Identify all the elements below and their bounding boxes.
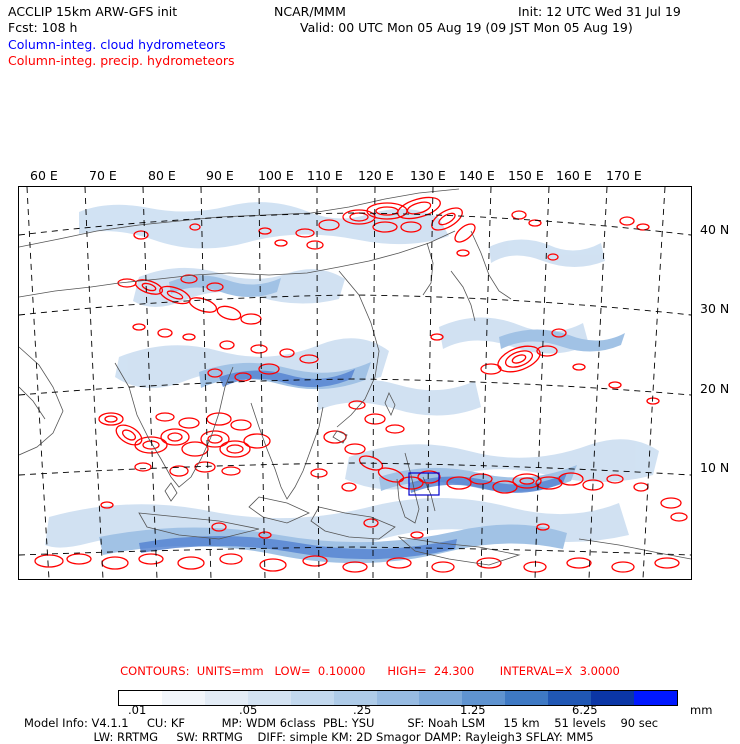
colorbar-swatch-13	[634, 691, 677, 705]
lat-tick-30N: 30 N	[700, 301, 730, 316]
lon-tick-100E: 100 E	[258, 168, 294, 183]
map-svg	[19, 187, 691, 579]
lon-tick-60E: 60 E	[30, 168, 58, 183]
colorbar-tick-2: .25	[353, 703, 372, 717]
colorbar-tick-4: 6.25	[572, 703, 598, 717]
colorbar-tick-1: .05	[239, 703, 258, 717]
header-block	[0, 0, 740, 70]
legend-cloud-hydrometeors: Column-integ. cloud hydrometeors	[8, 37, 226, 52]
colorbar-swatch-5	[291, 691, 334, 705]
lon-tick-120E: 120 E	[358, 168, 394, 183]
lon-tick-170E: 170 E	[606, 168, 642, 183]
contour-info-line: CONTOURS: UNITS=mm LOW= 0.10000 HIGH= 24.300 INTERVAL=X 3.0000	[120, 664, 620, 678]
model-info-line1: Model Info: V4.1.1 CU: KF MP: WDM 6class PBL: YSU SF: Noah LSM 15 km 51 levels 90 sec	[24, 716, 659, 730]
colorbar-swatch-10	[505, 691, 548, 705]
lon-tick-140E: 140 E	[459, 168, 495, 183]
lon-tick-130E: 130 E	[410, 168, 446, 183]
lon-tick-160E: 160 E	[556, 168, 592, 183]
map-plot-area[interactable]	[18, 186, 692, 580]
lon-tick-150E: 150 E	[508, 168, 544, 183]
header-left-line2: Fcst: 108 h	[8, 20, 78, 35]
colorbar-swatch-7	[377, 691, 420, 705]
lon-tick-70E: 70 E	[89, 168, 117, 183]
colorbar-swatch-8	[419, 691, 462, 705]
lon-tick-90E: 90 E	[206, 168, 234, 183]
lat-tick-10N: 10 N	[700, 460, 730, 475]
lon-tick-80E: 80 E	[148, 168, 176, 183]
header-center-line1: NCAR/MMM	[274, 4, 346, 19]
header-left-line1: ACCLIP 15km ARW-GFS init	[8, 4, 178, 19]
header-valid-time: Valid: 00 UTC Mon 05 Aug 19 (09 JST Mon 05 Aug 19)	[300, 20, 633, 35]
lat-tick-40N: 40 N	[700, 222, 730, 237]
legend-precip-hydrometeors: Column-integ. precip. hydrometeors	[8, 53, 235, 68]
colorbar-tick-0: .01	[128, 703, 147, 717]
colorbar-swatch-2	[162, 691, 205, 705]
lon-tick-110E: 110 E	[307, 168, 343, 183]
model-info-line2: LW: RRTMG SW: RRTMG DIFF: simple KM: 2D Smagor DAMP: Rayleigh3 SFLAY: MM5	[24, 730, 594, 744]
colorbar-tick-3: 1.25	[460, 703, 486, 717]
colorbar-unit-label: mm	[690, 703, 713, 717]
header-init-time: Init: 12 UTC Wed 31 Jul 19	[518, 4, 681, 19]
lat-tick-20N: 20 N	[700, 381, 730, 396]
